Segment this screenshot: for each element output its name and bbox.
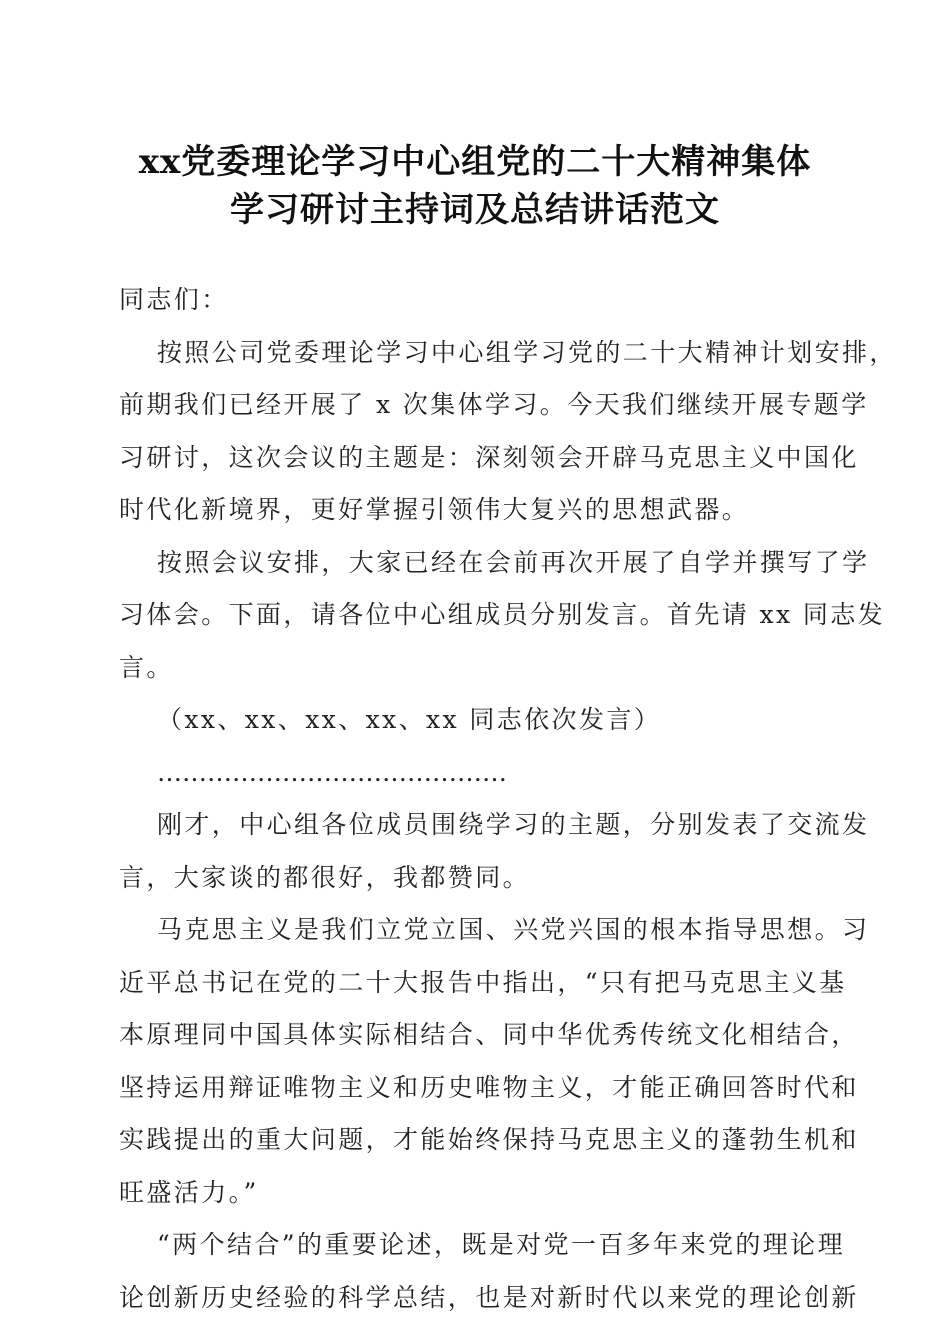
text-line: 言。 bbox=[119, 652, 174, 682]
text-line: （xx、xx、xx、xx、xx 同志依次发言） bbox=[157, 705, 662, 734]
paragraph bbox=[119, 1219, 859, 1324]
document-body bbox=[119, 274, 897, 1324]
text-line: 前期我们已经开展了 x 次集体学习。今天我们继续开展专题学 bbox=[119, 390, 869, 419]
text-line: 按照会议安排，大家已经在会前再次开展了自学并撰写了学 bbox=[157, 547, 870, 577]
title-line: xx党委理论学习中心组党的二十大精神集体 bbox=[138, 142, 812, 182]
paragraph bbox=[119, 537, 886, 695]
text-line: 刚才，中心组各位成员围绕学习的主题，分别发表了交流发 bbox=[157, 810, 870, 839]
speaker-order-note bbox=[119, 694, 834, 747]
text-line: 马克思主义是我们立党立国、兴党兴国的根本指导思想。习 bbox=[157, 915, 870, 944]
ellipsis-separator bbox=[119, 747, 834, 800]
document-title bbox=[100, 138, 850, 234]
paragraph bbox=[119, 327, 897, 537]
text-line: 本原理同中国具体实际相结合、同中华优秀传统文化相结合， bbox=[119, 1020, 859, 1049]
paragraph bbox=[119, 799, 870, 904]
title-line: 学习研讨主持词及总结讲话范文 bbox=[230, 190, 720, 230]
text-line: 习体会。下面，请各位中心组成员分别发言。首先请 xx 同志发 bbox=[119, 600, 886, 629]
text-line: 同志们： bbox=[119, 285, 229, 314]
salutation bbox=[119, 274, 834, 327]
text-line: 近平总书记在党的二十大报告中指出，“只有把马克思主义基 bbox=[119, 967, 847, 997]
text-line: …………………………………… bbox=[157, 757, 507, 787]
text-line: “两个结合”的重要论述，既是对党一百多年来党的理论理 bbox=[157, 1230, 845, 1259]
text-line: 实践提出的重大问题，才能始终保持马克思主义的蓬勃生机和 bbox=[119, 1125, 859, 1154]
text-line: 旺盛活力。” bbox=[119, 1177, 259, 1207]
text-line: 坚持运用辩证唯物主义和历史唯物主义，才能正确回答时代和 bbox=[119, 1072, 859, 1102]
text-line: 习研讨，这次会议的主题是：深刻领会开辟马克思主义中国化 bbox=[119, 442, 859, 472]
text-line: 言，大家谈的都很好，我都赞同。 bbox=[119, 862, 531, 892]
text-line: 时代化新境界，更好掌握引领伟大复兴的思想武器。 bbox=[119, 495, 750, 524]
text-line: 论创新历史经验的科学总结，也是对新时代以来党的理论创新 bbox=[119, 1282, 859, 1312]
paragraph bbox=[119, 904, 870, 1219]
text-line: 按照公司党委理论学习中心组学习党的二十大精神计划安排， bbox=[157, 337, 897, 367]
